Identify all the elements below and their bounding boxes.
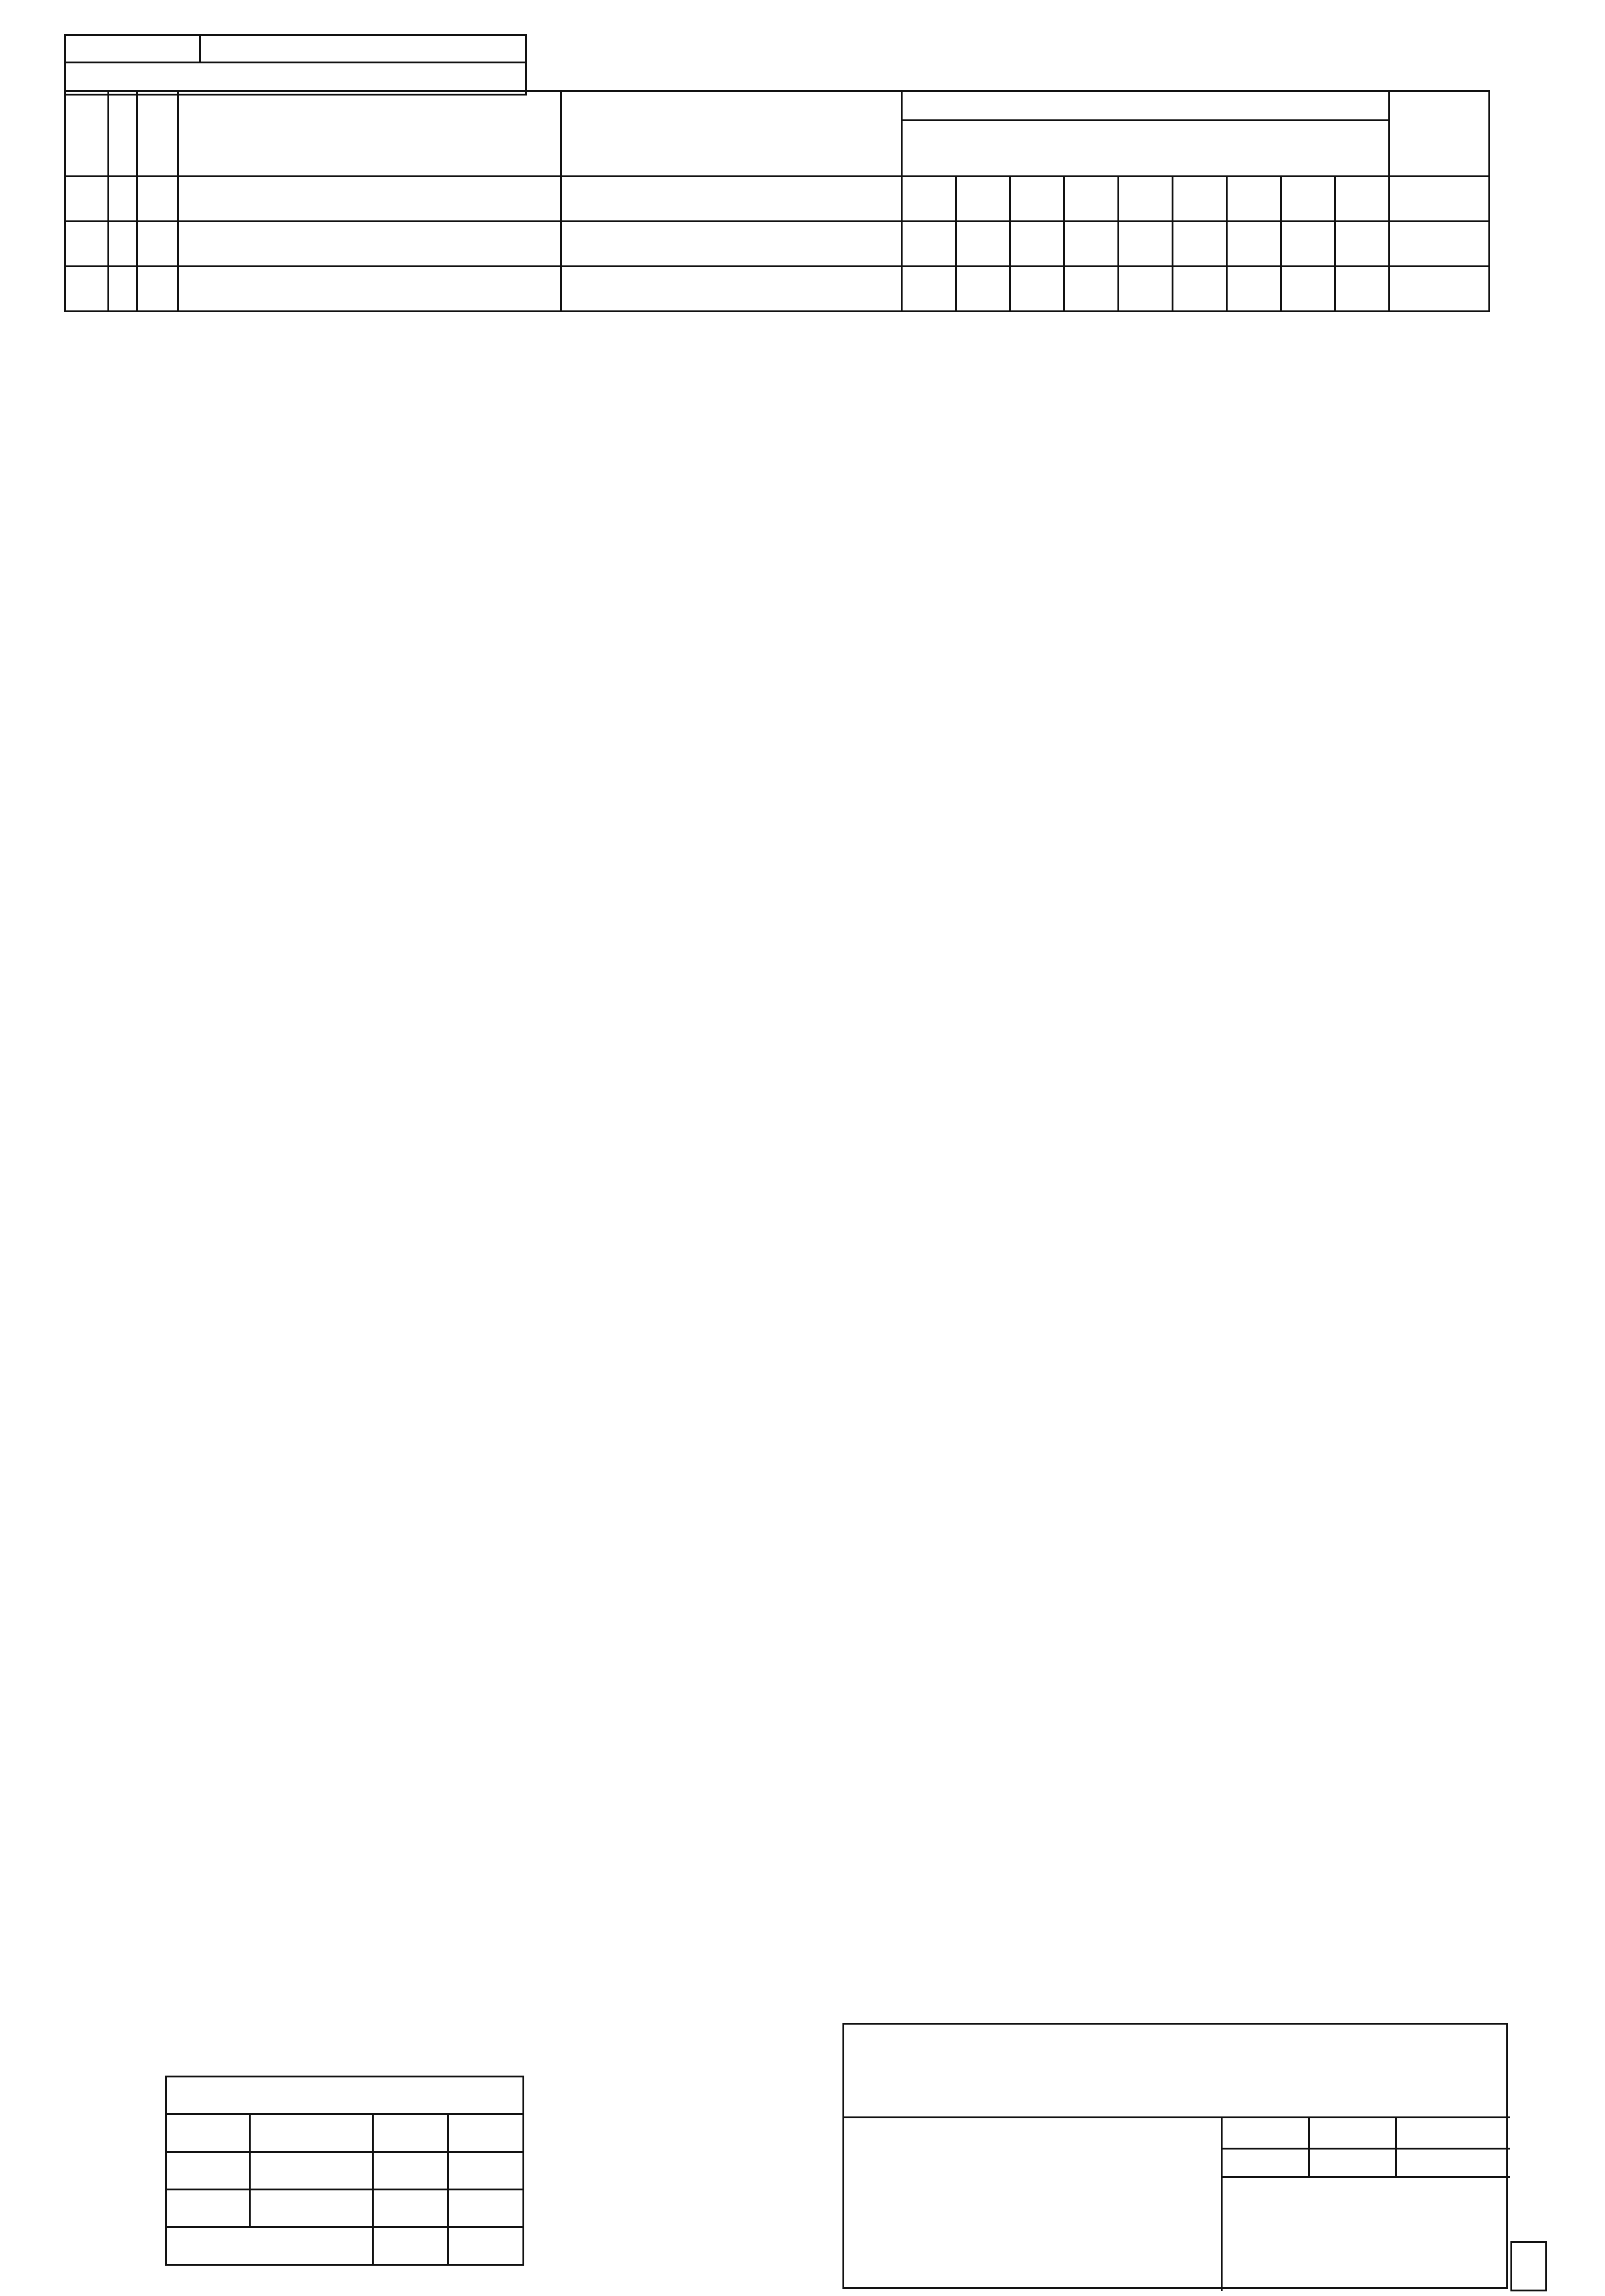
- corner-stamp-box: [64, 34, 527, 96]
- qty-header: [902, 91, 1389, 120]
- checked-label: [166, 2077, 523, 2114]
- pos-header: [137, 91, 178, 176]
- rod-title: [561, 266, 902, 311]
- page-number-box: [1510, 2241, 1547, 2291]
- section-parts: [65, 221, 1489, 266]
- inv-no-label: [166, 2227, 373, 2265]
- header-row-top: [65, 91, 1489, 120]
- zone-header: [108, 91, 137, 176]
- note-header: [1389, 91, 1489, 176]
- designation-header: [178, 91, 561, 176]
- format-header: [65, 91, 108, 176]
- parts-title: [561, 221, 902, 266]
- check-block: [165, 2076, 524, 2266]
- title-block: [842, 2023, 1508, 2289]
- section-documentation: [65, 176, 1489, 221]
- specification-table: [64, 90, 1490, 312]
- documentation-title: [561, 176, 902, 221]
- rod-title-row: [65, 266, 1489, 311]
- name-header: [561, 91, 902, 176]
